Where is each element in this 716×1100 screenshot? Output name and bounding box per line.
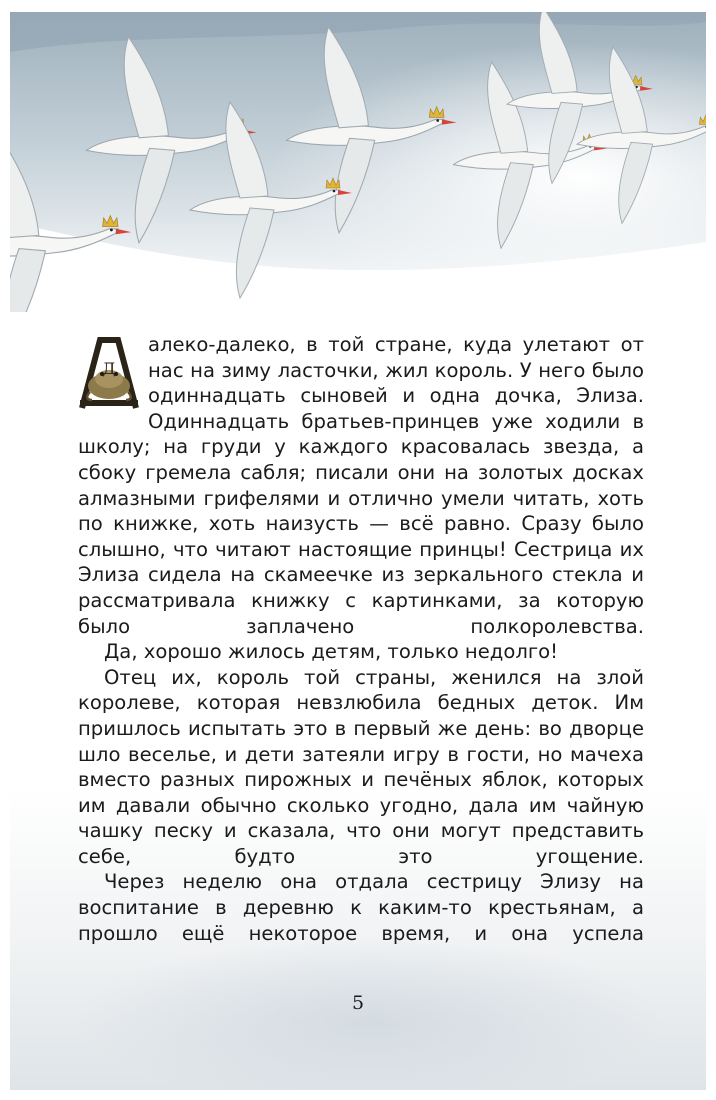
book-page	[10, 12, 706, 1090]
dropcap-frog-icon	[78, 334, 140, 410]
swans-image	[10, 12, 706, 312]
paragraph-4: Через неделю она отдала сестрицу Элизу на воспитание в деревню к каким-то крестьянам, а прошло ещё некоторое время, и она успела	[78, 870, 644, 945]
paragraph-2: Да, хорошо жилось детям, только недолго!	[104, 640, 558, 664]
page-number: 5	[351, 992, 365, 1014]
paragraph-1: Д алеко-далеко, в той стране, куда улетают от нас на зиму ласточки, жил король. У него было одиннадцать сыновей и одна дочка, Элиза. Одиннадцать братьев-принцев уже ходили в школу; на груди у каждого красовалась звезда, а сбоку гремела сабля; писали они на золотых досках алмазными грифелями и отлично умели читать, хоть по книжке, хоть наизусть — всё равно. Сразу было слышно, что читают настоящие принцы! Сестрица их Элиза сидела на скамеечке из зеркального стекла и рассматривала книжку с картинками, за которую было заплачено полкоролевства.	[78, 333, 644, 638]
flying-swans-illustration	[10, 12, 706, 312]
paragraph-3: Отец их, король той страны, женился на злой королеве, которая невзлюбила бедных деток. Им пришлось испытать это в первый же день: во дворце шло веселье, и дети затеяли игру в гости, но мачеха вместо разных пирожных и печёных яблок, которых им давали обычно сколько угодно, дала им чайную чашку песку и сказала, что они могут представить себе, будто это угощение.	[78, 665, 644, 868]
story-text	[78, 332, 644, 946]
svg-text:Д: Д	[102, 359, 116, 378]
dropcap	[78, 334, 140, 410]
